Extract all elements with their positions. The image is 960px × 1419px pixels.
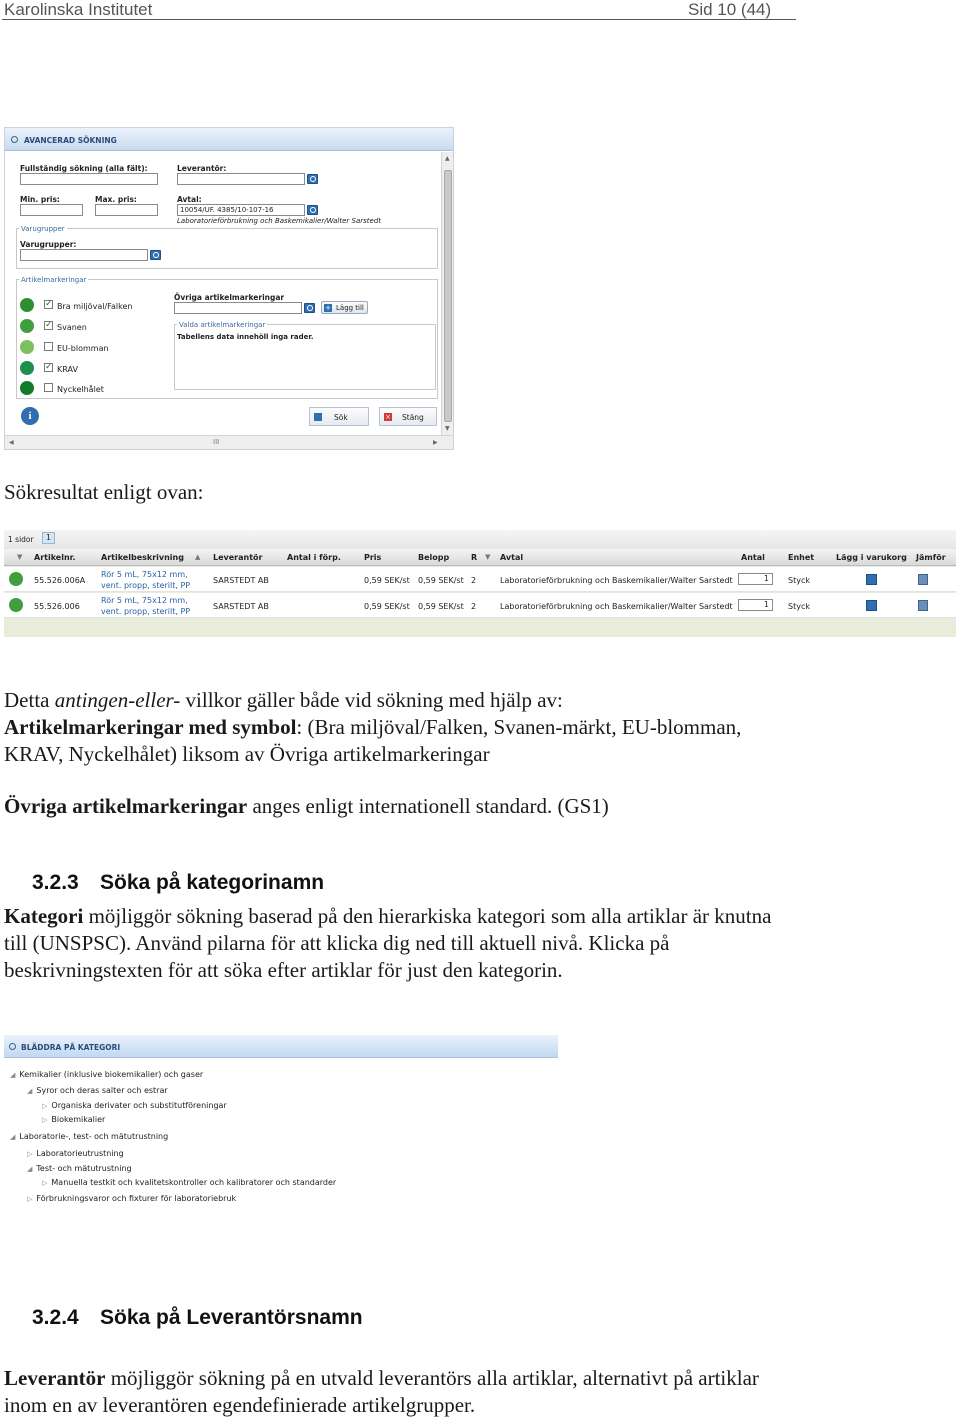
header-right: Sid 10 (44) xyxy=(688,0,772,19)
tree-collapsed-icon[interactable]: ▷ xyxy=(42,1179,48,1187)
tree-item[interactable] xyxy=(42,1101,227,1110)
row-unit: Styck xyxy=(788,602,810,611)
para2-bold-term: Övriga artikelmarkeringar xyxy=(4,794,248,818)
compare-icon[interactable] xyxy=(918,600,928,611)
table-row[interactable] xyxy=(4,567,956,592)
tree-item-label[interactable]: Kemikalier (inklusive biokemikalier) och gaser xyxy=(19,1070,204,1079)
row-supplier: SARSTEDT AB xyxy=(213,576,269,585)
marking-label-0: Bra miljöval/Falken xyxy=(57,302,133,311)
row-amount: 0,59 SEK/st xyxy=(418,576,464,585)
row-agreement: Laboratorieförbrukning och Baskemikalier/Walter Sarstedt xyxy=(500,576,733,585)
para1-start: Detta xyxy=(4,688,55,712)
row-r: 2 xyxy=(471,576,477,585)
category-title: BLÄDDRA PÅ KATEGORI xyxy=(21,1043,121,1052)
col-leverantor[interactable]: Leverantör xyxy=(213,553,263,562)
bra-miljoval-falken-icon xyxy=(20,298,34,312)
results-heading: Sökresultat enligt ovan: xyxy=(4,480,204,504)
tree-item[interactable] xyxy=(10,1070,203,1079)
table-header xyxy=(4,549,956,566)
tree-item-label[interactable]: Förbrukningsvaror och fixturer för laboratoriebruk xyxy=(36,1194,237,1203)
fulltext-label: Fullständig sökning (alla fält): xyxy=(20,164,148,173)
category-panel xyxy=(4,1035,558,1215)
svanen-icon xyxy=(20,319,34,333)
para4-line2: inom en av leverantören egendefinierade artikelgrupper. xyxy=(4,1393,476,1417)
marking-checkbox-3[interactable]: ✓ xyxy=(45,362,53,372)
marking-label-3: KRAV xyxy=(57,365,78,374)
col-antal-i-forp[interactable]: Antal i förp. xyxy=(287,553,341,562)
header-rule xyxy=(2,19,796,20)
paragraph-other-markings xyxy=(4,793,904,820)
marking-checkbox-1[interactable]: ✓ xyxy=(45,320,53,330)
environment-mark-icon xyxy=(9,598,23,612)
group-input[interactable] xyxy=(20,249,148,261)
nyckelhalet-icon xyxy=(20,381,34,395)
marking-section-legend: Artikelmarkeringar xyxy=(21,276,87,284)
agreement-search-icon[interactable] xyxy=(307,205,318,215)
compare-icon[interactable] xyxy=(918,574,928,585)
tree-item-label[interactable]: Manuella testkit och kvalitetskontroller och kalibratorer och standarder xyxy=(51,1178,337,1187)
col-r[interactable]: R xyxy=(471,553,478,562)
section-number-323: 3.2.3 xyxy=(32,871,79,894)
section-number-324: 3.2.4 xyxy=(32,1306,79,1329)
tree-expanded-icon[interactable]: ◢ xyxy=(27,1165,33,1173)
tree-item-label[interactable]: Organiska derivater och substitutföreningar xyxy=(51,1101,227,1110)
agreement-description: Laboratorieförbrukning och Baskemikalier/Walter Sarstedt xyxy=(177,217,382,225)
para1-line3: KRAV, Nyckelhålet) liksom av Övriga artikelmarkeringar xyxy=(4,742,490,766)
para1-line2: : (Bra miljöval/Falken, Svanen-märkt, EU-blomman, xyxy=(296,715,742,739)
krav-icon xyxy=(20,361,34,375)
tree-item[interactable] xyxy=(27,1194,236,1203)
row-desc-line1[interactable]: Rör 5 mL, 75x12 mm, xyxy=(101,596,188,605)
tree-item-label[interactable]: Syror och deras salter och estrar xyxy=(36,1086,168,1095)
paragraph-category xyxy=(4,903,904,984)
pages-label: 1 sidor xyxy=(8,535,34,544)
other-markings-search-icon[interactable] xyxy=(304,303,315,313)
row-price: 0,59 SEK/st xyxy=(364,576,410,585)
horizontal-scrollbar[interactable] xyxy=(5,435,454,449)
para2-rest: anges enligt internationell standard. (GS1) xyxy=(247,794,609,818)
tree-item-label[interactable]: Laboratorieutrustning xyxy=(36,1149,124,1158)
info-icon: i xyxy=(21,407,39,425)
para3-bold-term: Kategori xyxy=(4,904,84,928)
supplier-label: Leverantör: xyxy=(177,164,227,173)
add-list-button[interactable] xyxy=(321,301,368,314)
tree-collapsed-icon[interactable]: ▷ xyxy=(42,1102,48,1110)
close-button[interactable] xyxy=(379,407,437,426)
sort-asc-icon: ▲ xyxy=(195,553,201,561)
group-section-legend: Varugrupper xyxy=(21,225,65,233)
max-price-input[interactable] xyxy=(95,204,158,216)
tree-expanded-icon[interactable]: ◢ xyxy=(27,1087,33,1095)
tree-item[interactable] xyxy=(42,1115,105,1124)
supplier-input[interactable] xyxy=(177,173,305,185)
section-title-323: Söka på kategorinamn xyxy=(100,871,325,894)
row-artnr: 55.526.006A xyxy=(34,576,86,585)
row-qty-input[interactable]: 1 xyxy=(738,599,773,611)
row-amount: 0,59 SEK/st xyxy=(418,602,464,611)
para3-line3: beskrivningstexten för att söka efter artiklar för just den kategorin. xyxy=(4,958,563,982)
other-markings-label: Övriga artikelmarkeringar xyxy=(174,293,285,302)
row-desc-line2[interactable]: vent. propp, sterilt, PP xyxy=(101,581,191,590)
row-qty-input[interactable]: 1 xyxy=(738,573,773,585)
empty-table-text: Tabellens data innehöll inga rader. xyxy=(177,333,314,341)
row-agreement: Laboratorieförbrukning och Baskemikalier/Walter Sarstedt xyxy=(500,602,733,611)
r-sort-icon: ▼ xyxy=(485,553,491,561)
tree-item[interactable] xyxy=(27,1164,132,1173)
search-button-label: Sök xyxy=(334,413,348,422)
tree-collapsed-icon[interactable]: ▷ xyxy=(42,1116,48,1124)
col-artikelnr[interactable]: Artikelnr. xyxy=(34,553,76,562)
paragraph-supplier xyxy=(4,1365,904,1419)
tree-collapsed-icon[interactable]: ▷ xyxy=(27,1195,33,1203)
col-artikelbeskrivning[interactable]: Artikelbeskrivning xyxy=(101,553,184,562)
group-label: Varugrupper: xyxy=(20,240,77,249)
tree-item[interactable] xyxy=(10,1132,168,1141)
tree-expanded-icon[interactable]: ◢ xyxy=(10,1133,16,1141)
row-unit: Styck xyxy=(788,576,810,585)
tree-collapsed-icon[interactable]: ▷ xyxy=(27,1150,33,1158)
col-avtal[interactable]: Avtal xyxy=(500,553,524,562)
add-to-cart-icon[interactable] xyxy=(866,600,877,611)
para4-bold-term: Leverantör xyxy=(4,1366,106,1390)
tree-item[interactable] xyxy=(27,1086,168,1095)
plus-icon: + xyxy=(325,304,331,312)
section-title-324: Söka på Leverantörsnamn xyxy=(100,1306,363,1329)
agreement-label: Avtal: xyxy=(177,195,202,204)
search-button[interactable] xyxy=(309,407,369,426)
row-supplier: SARSTEDT AB xyxy=(213,602,269,611)
marking-checkbox-2[interactable] xyxy=(44,342,53,351)
col-jamfor[interactable]: Jämför xyxy=(916,553,946,562)
other-markings-input[interactable] xyxy=(174,302,302,314)
marking-checkbox-4[interactable] xyxy=(44,383,53,392)
close-icon: × xyxy=(385,413,391,421)
min-price-input[interactable] xyxy=(20,204,83,216)
tree-item[interactable] xyxy=(27,1149,124,1158)
search-icon xyxy=(9,1043,16,1050)
row-r: 2 xyxy=(471,602,477,611)
category-titlebar xyxy=(4,1035,558,1058)
add-list-label: Lägg till xyxy=(336,304,364,312)
marking-checkbox-0[interactable]: ✓ xyxy=(45,299,53,309)
scroll-down-icon[interactable]: ▼ xyxy=(445,425,450,432)
vertical-scrollbar[interactable] xyxy=(441,152,454,435)
min-price-label: Min. pris: xyxy=(20,195,60,204)
agreement-input[interactable]: 10054/UF. 4385/10-107-16 xyxy=(177,204,305,216)
select-all-icon[interactable]: ▼ xyxy=(17,553,23,561)
scroll-up-icon[interactable]: ▲ xyxy=(445,155,450,162)
para4-line1: möjliggör sökning på en utvald leverantörs alla artiklar, alternativt på artiklar xyxy=(105,1366,759,1390)
scrollbar-thumb[interactable] xyxy=(444,170,452,422)
group-search-icon[interactable] xyxy=(150,250,161,260)
close-button-label: Stäng xyxy=(402,413,424,422)
panel-title: AVANCERAD SÖKNING xyxy=(24,136,117,145)
fulltext-input[interactable] xyxy=(20,173,158,185)
panel-titlebar xyxy=(5,128,454,151)
paragraph-either-or xyxy=(4,687,904,768)
advanced-search-panel xyxy=(4,127,454,450)
para1-end: villkor gäller både vid sökning med hjälp av: xyxy=(180,688,563,712)
tree-item-label[interactable]: Laboratorie-, test- och mätutrustning xyxy=(19,1132,169,1141)
tree-item-label[interactable]: Biokemikalier xyxy=(51,1115,106,1124)
tree-item-label[interactable]: Test- och mätutrustning xyxy=(36,1164,132,1173)
environment-mark-icon xyxy=(9,572,23,586)
marking-label-4: Nyckelhålet xyxy=(57,385,104,394)
col-enhet[interactable]: Enhet xyxy=(788,553,815,562)
row-artnr: 55.526.006 xyxy=(34,602,80,611)
para3-line2: till (UNSPSC). Använd pilarna för att klicka dig ned till aktuell nivå. Klicka på xyxy=(4,931,670,955)
tree-expanded-icon[interactable]: ◢ xyxy=(10,1071,16,1079)
pager-bar xyxy=(4,530,956,549)
scroll-left-icon[interactable]: ◀ xyxy=(9,439,14,446)
eu-blomman-icon xyxy=(20,340,34,354)
search-button-icon xyxy=(314,413,322,421)
search-icon xyxy=(11,136,18,143)
results-table xyxy=(4,530,956,637)
max-price-label: Max. pris: xyxy=(95,195,137,204)
header-left: Karolinska Institutet xyxy=(4,0,153,19)
supplier-search-icon[interactable] xyxy=(307,174,318,184)
col-lagg-i-varukorg[interactable]: Lägg i varukorg xyxy=(836,553,907,562)
add-to-cart-icon[interactable] xyxy=(866,574,877,585)
marking-label-1: Svanen xyxy=(57,323,87,332)
col-belopp[interactable]: Belopp xyxy=(418,553,450,562)
selected-section-legend: Valda artikelmarkeringar xyxy=(179,321,266,329)
row-desc-line2[interactable]: vent. propp, sterilt, PP xyxy=(101,607,191,616)
para1-bold-term: Artikelmarkeringar med symbol xyxy=(4,715,297,739)
table-row[interactable] xyxy=(4,593,956,618)
page-number-button[interactable]: 1 xyxy=(42,532,55,544)
col-antal[interactable]: Antal xyxy=(741,553,765,562)
scrollbar-grip[interactable]: III xyxy=(213,438,220,446)
para1-italic: antingen-eller- xyxy=(54,688,181,712)
row-desc-line1[interactable]: Rör 5 mL, 75x12 mm, xyxy=(101,570,188,579)
marking-label-2: EU-blomman xyxy=(57,344,109,353)
tree-item[interactable] xyxy=(42,1178,336,1187)
scroll-right-icon[interactable]: ▶ xyxy=(433,439,438,446)
para3-line1: möjliggör sökning baserad på den hierarkiska kategori som alla artiklar är knutna xyxy=(83,904,772,928)
col-pris[interactable]: Pris xyxy=(364,553,382,562)
row-price: 0,59 SEK/st xyxy=(364,602,410,611)
